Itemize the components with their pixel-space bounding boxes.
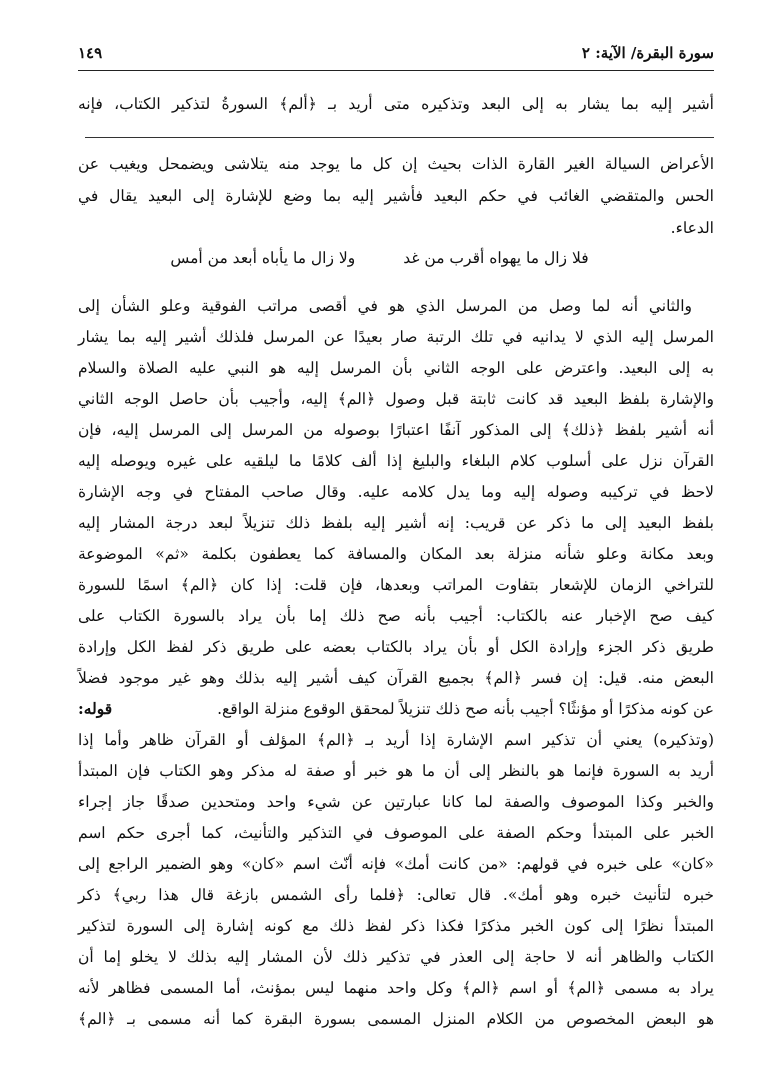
text-line: والإشارة بلفظ البعيد قد كانت ثابتة قبل وصول ﴿الم﴾ إليه، وأجيب بأن حاصل الوجه الثاني [78,390,714,408]
text-line: «كان» على خبره في قولهم: «من كانت أمك» فإنه أنّث اسم «كان» وهو الضمير الراجع إلى [78,855,714,873]
text-line: الكتاب والظاهر أنه لا حاجة إلى العذر في تذكير ذلك لأن المشار إليه بذلك لا يخلو إما أن [78,948,714,966]
text-line: خبره لتأنيث خبره وهو أمك». قال تعالى: ﴿فلما رأى الشمس بازغة قال هذا ربي﴾ ذكر [78,886,714,904]
verse-hemistich-left: ولا زال ما يأباه أبعد من أمس [170,249,356,267]
text-line: الحس والمتقضي الغائب في حكم البعيد فأشير إليه بما وضع للإشارة إلى البعيد يقال في [78,187,714,205]
text-line: به إلى البعيد. واعترض على الوجه الثاني بأن المرسل إليه هو النبي عليه الصلاة والسلام [78,359,714,377]
text-line: هو البعض المخصوص من الكلام المنزل المسمى بسورة البقرة كما أنه مسمى بـ ﴿الم﴾ [78,1010,714,1028]
verse-hemistich-right: فلا زال ما يهواه أقرب من غد [403,249,589,267]
poetry-verse [0,248,759,268]
text-line: وبعد مكانة وعلو شأنه منزلة بعد المكان والمسافة كما يعطفون بكلمة «ثم» الموضوعة [78,545,714,563]
text-line: الخبر على المبتدأ وحكم الصفة على الموصوف في التذكير والتأنيث، كما أجرى حكم اسم [78,824,714,842]
text-line: المرسل إليه الذي لا يدانيه في تلك الرتبة صار بعيدًا عن المرسل فلذلك أشير إليه بما يشار [78,328,714,346]
text-line: والخبر وكذا الموصوف والصفة لما كانا عبارتين عن شيء واحد ومتحدين صدقًا جاز إجراء [78,793,714,811]
page-number: ١٤٩ [78,44,103,62]
text-line: الدعاء. [670,219,714,237]
text-line: المبتدأ نظرًا إلى كون الخبر مذكرًا فكذا ذكر لفظ ذلك مع كونه إشارة إلى السورة لتذكير [78,917,714,935]
text-line: الأعراض السيالة الغير القارة الذات بحيث إن كل ما يوجد منه يتلاشى ويضمحل ويغيب عن [78,155,714,173]
text-line: بلفظ البعيد إلى ما ذكر عن قريب: إنه أشير إليه بلفظ ذلك تنزيلاً لبعد درجة المشار إليه [78,514,714,532]
text-line: (وتذكيره) يعني أن تذكير اسم الإشارة إذا أريد بـ ﴿الم﴾ المؤلف أو القرآن ظاهر وأما إذا [78,731,714,749]
text-line: طريق ذكر الجزء وإرادة الكل أو بأن يراد بالكتاب بعضه على طريق ذكر لفظ الكل وإرادة [78,638,714,656]
section-separator [85,137,714,138]
text-line: أريد به السورة فإنما هو بالنظر إلى أن ما هو خبر أو صفة له مذكر وهو الكتاب فإن المبتدأ [78,762,714,780]
text-line-with-lemma [78,699,714,719]
text-line: أنه أشير بلفظ ﴿ذلك﴾ إلى المذكور آنفًا اعتبارًا بوصوله من المرسل إلى المرسل إليه، فإن [78,421,714,439]
text-segment: عن كونه مذكرًا أو مؤنثًا؟ أجيب بأنه صح ذلك تنزيلاً لمحقق الوقوع منزلة الواقع. [217,700,714,718]
page-header [78,38,714,68]
text-line: والثاني أنه لما وصل من المرسل الذي هو في أقصى مراتب الفوقية وعلو الشأن إلى [78,297,692,315]
text-line: البعض منه. قيل: إن فسر ﴿الم﴾ بجميع القرآن كيف أشير إليه بذلك وهو غير موجود فضلاً [78,669,714,687]
text-line: يراد به مسمى ﴿الم﴾ أو اسم ﴿الم﴾ وكل واحد منهما ليس بمؤنث، أما المسمى فظاهر لأنه [78,979,714,997]
text-line: لاحظ في تركيبه وصوله إليه وما يدل كلامه عليه. وقال صاحب المفتاح في وجه الإشارة [78,483,714,501]
running-title: سورة البقرة/ الآية: ٢ [581,44,714,62]
lemma-marker: قوله: [78,699,113,718]
header-rule [78,70,714,71]
text-line: للتراخي الزمان للإشعار بتفاوت المراتب وبعدها، فإن قلت: إذا كان ﴿الم﴾ اسمًا للسورة [78,576,714,594]
carryover-line: أشير إليه بما يشار به إلى البعد وتذكيره متى أريد بـ ﴿ألم﴾ السورةُ لتذكير الكتاب، فإنه [78,95,714,113]
text-line: كيف صح الإخبار عنه بالكتاب: أجيب بأنه صح ذلك إما بأن يراد بالسورة الكتاب على [78,607,714,625]
text-line: القرآن نزل على أسلوب كلام البلغاء والبليغ إذا ألف كلامًا ما ليلقيه على غيره ويوصله إليه [78,452,714,470]
